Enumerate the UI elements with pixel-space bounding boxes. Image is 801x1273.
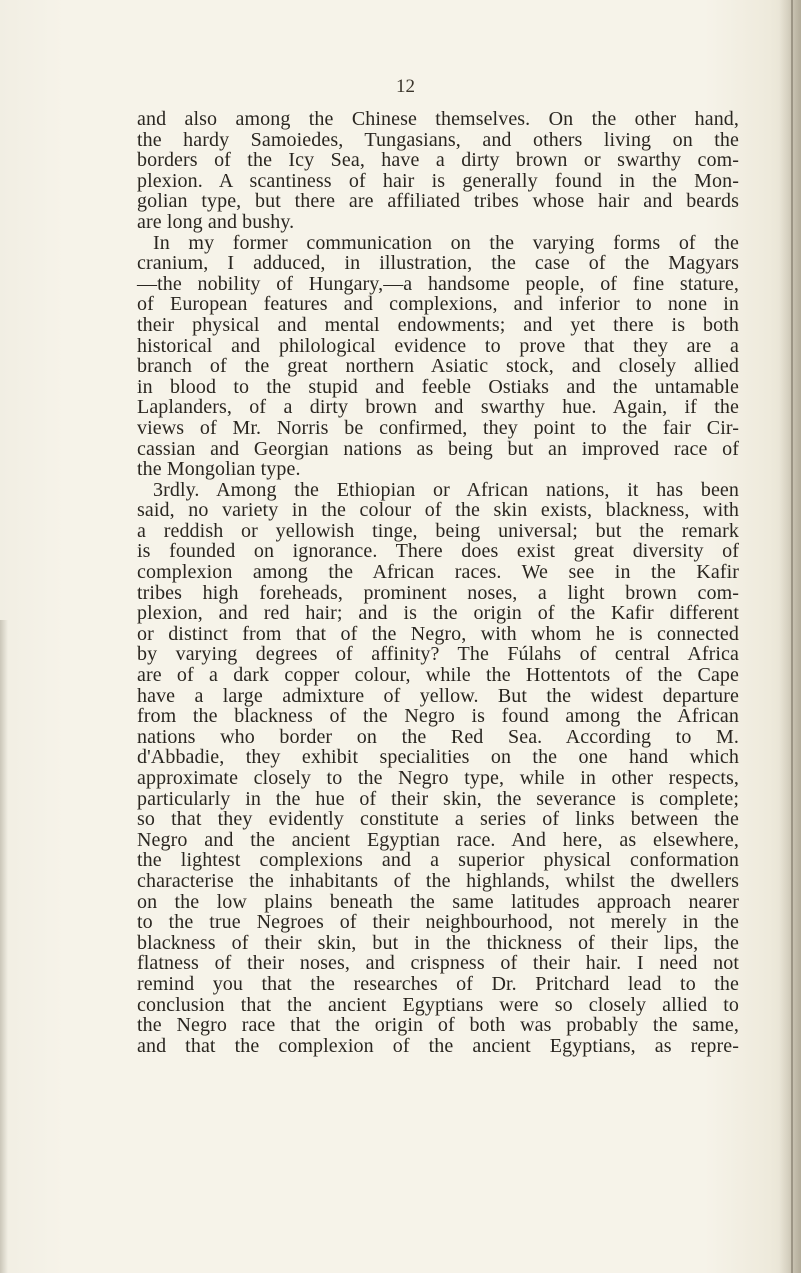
text-line: 3rdly. Among the Ethiopian or African nations, it has been — [153, 478, 739, 501]
text-line: the Negro race that the origin of both was probably the same, — [137, 1014, 739, 1037]
text-line: are long and bushy. — [137, 210, 295, 233]
text-line: particularly in the hue of their skin, the severance is complete; — [137, 787, 739, 810]
text-line: by varying degrees of affinity? The Fúlahs of central Africa — [137, 643, 739, 666]
text-line: branch of the great northern Asiatic stock, and closely allied — [137, 355, 739, 378]
gutter-shadow — [0, 620, 8, 1273]
text-line: from the blackness of the Negro is found among the African — [137, 705, 739, 728]
text-line: are of a dark copper colour, while the Hottentots of the Cape — [137, 664, 739, 687]
text-line: conclusion that the ancient Egyptians were so closely allied to — [137, 993, 739, 1016]
text-line: and that the complexion of the ancient Egyptians, as repre- — [137, 1034, 739, 1057]
text-line: remind you that the researches of Dr. Pritchard lead to the — [137, 972, 739, 995]
text-line: d'Abbadie, they exhibit specialities on the one hand which — [137, 746, 739, 769]
text-line: their physical and mental endowments; and yet there is both — [137, 313, 739, 336]
page-edge — [779, 0, 801, 1273]
text-line: or distinct from that of the Negro, with whom he is connected — [137, 622, 739, 645]
text-line: so that they evidently constitute a series of links between the — [137, 808, 739, 831]
text-line: cassian and Georgian nations as being but an improved race of — [137, 437, 739, 460]
text-line: in blood to the stupid and feeble Ostiaks and the untamable — [137, 375, 739, 398]
text-line: historical and philological evidence to prove that they are a — [137, 334, 739, 357]
text-line: nations who border on the Red Sea. According to M. — [137, 725, 739, 748]
text-line: approximate closely to the Negro type, while in other respects, — [137, 767, 739, 789]
text-line: and also among the Chinese themselves. On the other hand, — [137, 108, 739, 130]
text-line: In my former communication on the varying forms of the — [153, 231, 739, 254]
text-line: cranium, I adduced, in illustration, the case of the Magyars — [137, 252, 739, 275]
text-line: a reddish or yellowish tinge, being universal; but the remark — [137, 519, 739, 542]
text-line: characterise the inhabitants of the highlands, whilst the dwellers — [137, 869, 739, 892]
text-line: the hardy Samoiedes, Tungasians, and others living on the — [137, 128, 739, 151]
text-line: blackness of their skin, but in the thickness of their lips, the — [137, 931, 739, 954]
text-line: views of Mr. Norris be confirmed, they point to the fair Cir- — [137, 416, 739, 439]
text-line: golian type, but there are affiliated tribes whose hair and beards — [137, 190, 739, 213]
text-line: plexion. A scantiness of hair is generally found in the Mon- — [137, 169, 739, 192]
text-line: tribes high foreheads, prominent noses, a light brown com- — [137, 581, 739, 604]
text-line: borders of the Icy Sea, have a dirty brown or swarthy com- — [137, 149, 739, 172]
body-text — [137, 109, 739, 1056]
text-line: on the low plains beneath the same latitudes approach nearer — [137, 890, 739, 913]
text-line: said, no variety in the colour of the skin exists, blackness, with — [137, 499, 739, 522]
text-line: the Mongolian type. — [137, 458, 301, 481]
text-line: the lightest complexions and a superior physical conformation — [137, 849, 739, 872]
text-line: of European features and complexions, and inferior to none in — [137, 293, 739, 316]
text-line: have a large admixture of yellow. But the widest departure — [137, 684, 739, 707]
text-line: Negro and the ancient Egyptian race. And here, as elsewhere, — [137, 828, 739, 851]
text-line: Laplanders, of a dirty brown and swarthy hue. Again, if the — [137, 396, 739, 419]
text-line: flatness of their noses, and crispness of their hair. I need not — [137, 952, 739, 975]
text-line: is founded on ignorance. There does exist great diversity of — [137, 540, 739, 563]
text-line: —the nobility of Hungary,—a handsome people, of fine stature, — [137, 272, 739, 295]
text-line: complexion among the African races. We see in the Kafir — [137, 561, 739, 584]
text-line: to the true Negroes of their neighbourhood, not merely in the — [137, 911, 739, 934]
text-line: plexion, and red hair; and is the origin of the Kafir different — [137, 602, 739, 625]
page-number: 12 — [396, 76, 415, 97]
